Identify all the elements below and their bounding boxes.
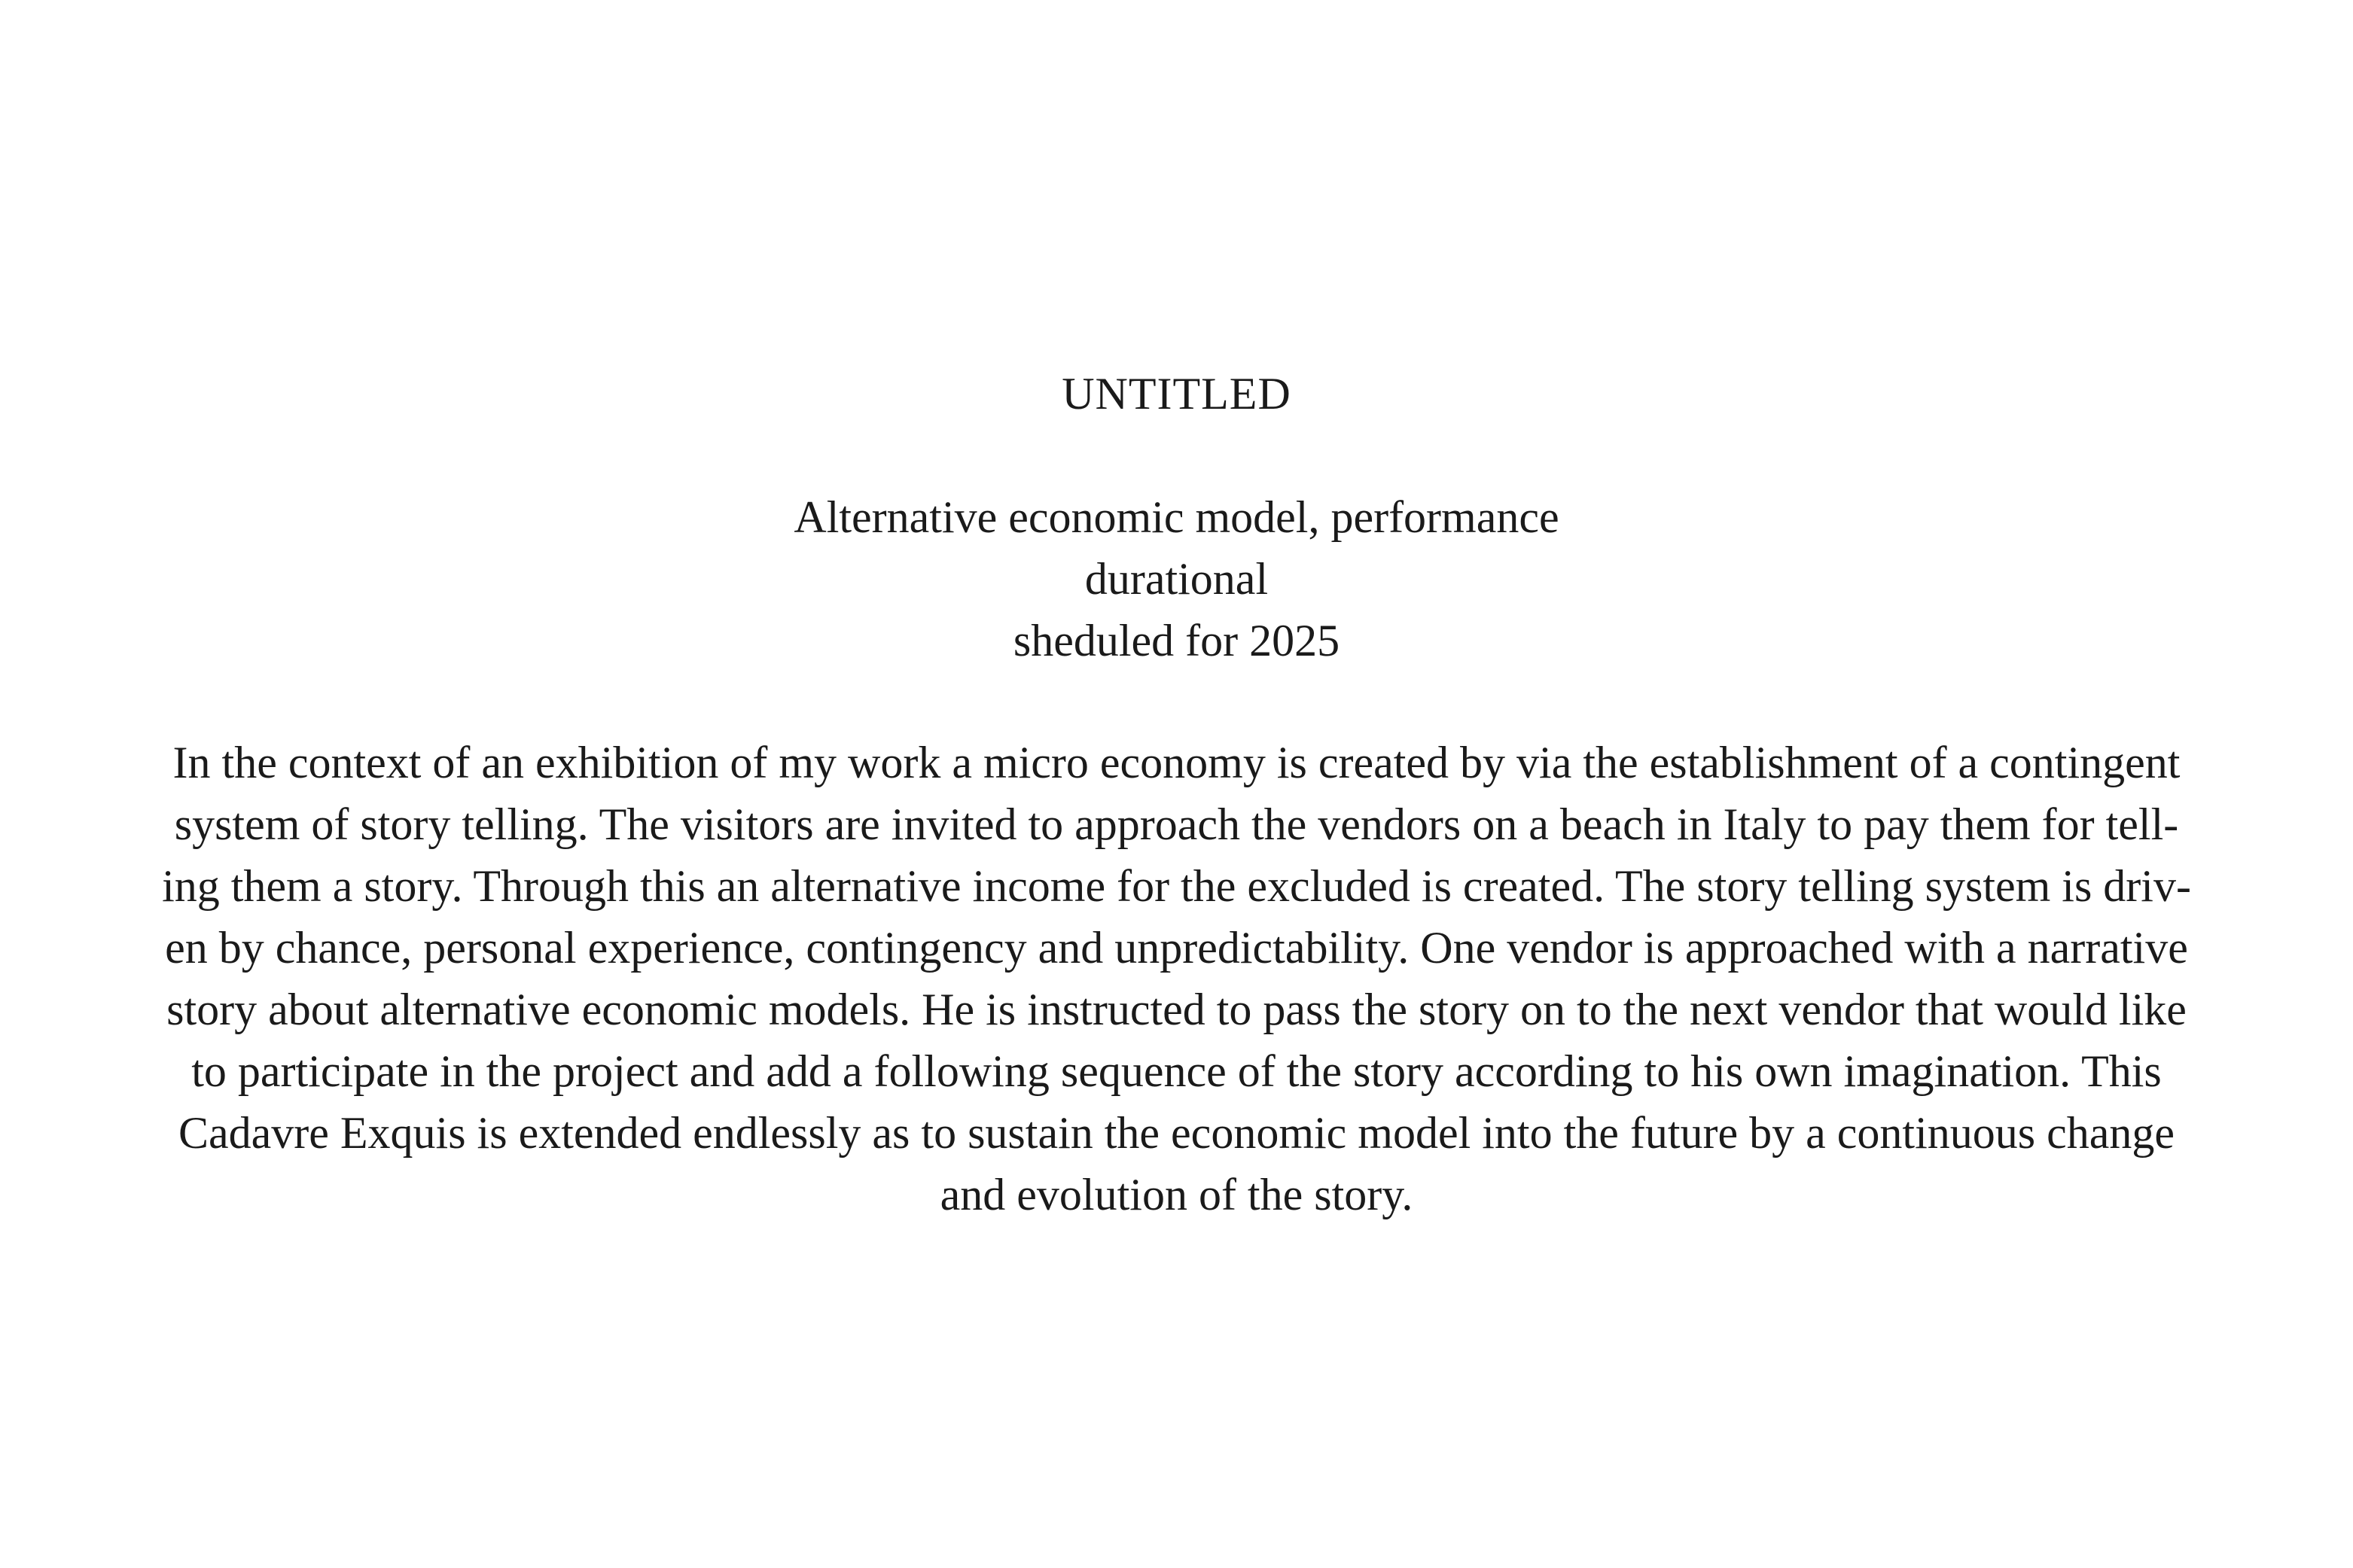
description-paragraph (113, 732, 2240, 1225)
work-schedule: sheduled for 2025 (1013, 616, 1340, 665)
description-line: to participate in the project and add a following sequence of the story according to his own imagination. This (191, 1046, 2162, 1096)
work-medium: Alternative economic model, performance (794, 492, 1559, 542)
page-title: UNTITLED (1062, 369, 1291, 419)
description-line: en by chance, personal experience, contingency and unpredictability. One vendor is approached with a narrative (165, 923, 2188, 973)
work-details (0, 486, 2353, 671)
description-line: In the context of an exhibition of my work a micro economy is created by via the establishment of a contingent (172, 738, 2181, 787)
description-line: story about alternative economic models. He is instructed to pass the story on to the next vendor that would like (166, 985, 2187, 1034)
description-line: and evolution of the story. (940, 1170, 1413, 1219)
description-line: ing them a story. Through this an alternative income for the excluded is created. The story telling system is driv- (162, 861, 2191, 911)
description-line: Cadavre Exquis is extended endlessly as to sustain the economic model into the future by a continuous change (178, 1108, 2175, 1158)
work-duration: durational (1084, 554, 1269, 604)
description-line: system of story telling. The visitors are invited to approach the vendors on a beach in Italy to pay them for tell- (174, 799, 2179, 849)
